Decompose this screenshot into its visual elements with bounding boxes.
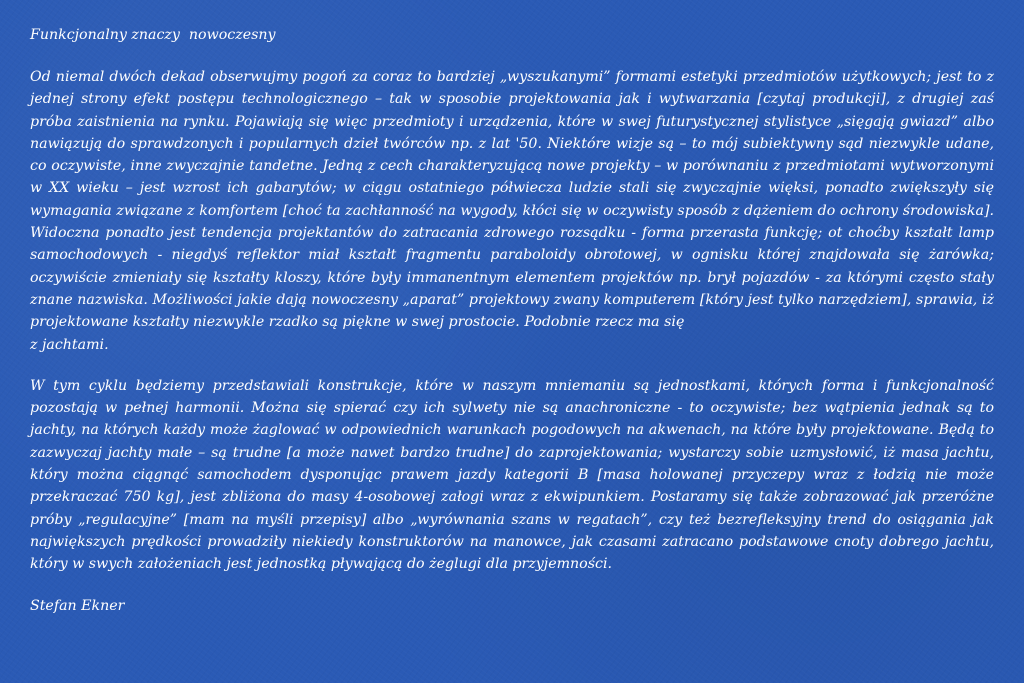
article-paragraph-2: W tym cyklu będziemy przedstawiali konstrukcje, które w naszym mniemaniu są jednostkami, których forma i funkcjonalność pozostają w pełnej harmonii. Można się spierać czy ich sylwety nie są anachroniczne - to oczywiste; bez wątpienia jednak są to jachty, na których każdy może żaglować w odpowiednich warunkach pogodowych na akwenach, na które były projektowane. Będą to zazwyczaj jachty małe – są trudne [a może nawet bardzo trudne] do zaprojektowania; wystarczy sobie uzmysłowić, iż masa jachtu, który można ciągnąć samochodem dysponując prawem jazdy kategorii B [masa holowanej przyczepy wraz z łodzią nie może przekraczać 750 kg], jest zbliżona do masy 4-osobowej załogi wraz z ekwipunkiem. Postaramy się także zobrazować jak przeróżne próby „regulacyjne” [mam na myśli przepisy] albo „wyrównania szans w regatach”, czy też bezrefleksyjny trend do osiągania jak największych prędkości prowadziły niekiedy konstruktorów na manowce, jak czasami zatracano podstawowe cnoty dobrego jachtu, który w swych założeniach jest jednostką pływającą do żeglugi dla przyjemności. bbox=[30, 377, 994, 573]
article-title: Funkcjonalny znaczy nowoczesny bbox=[30, 27, 276, 43]
paragraph-1-tail: z jachtami. bbox=[30, 336, 109, 353]
author-signature: Stefan Ekner bbox=[30, 597, 125, 614]
article bbox=[30, 24, 994, 617]
paragraph-1-text: Od niemal dwóch dekad obserwujmy pogoń za coraz to bardziej „wyszukanymi” formami estetyki przedmiotów użytkowych; jest to z jednej strony efekt postępu technologicznego – tak w sposobie projektowania jak i wytwarzania [czytaj produkcji], z drugiej zaś próba zaistnienia na rynku. Pojawiają się więc przedmioty i urządzenia, które w swej futurystycznej stylistyce „sięgają gwiazd” albo nawiązują do sprawdzonych i popularnych dzieł twórców np. z lat '50. Niektóre wizje są – to mój subiektywny sąd niezwykle udane, co oczywiste, inne zwyczajnie tandetne. Jedną z cech charakteryzującą nowe projekty – w porównaniu z przedmiotami wytworzonymi w XX wieku – jest wzrost ich gabarytów; w ciągu ostatniego półwiecza ludzie stali się zwyczajnie więksi, ponadto zwiększyły się wymagania związane z komfortem [choć ta zachłanność na wygody, kłóci się w oczywisty sposób z dążeniem do ochrony środowiska]. Widoczna ponadto jest tendencja projektantów do zatracania zdrowego rozsądku - forma przerasta funkcję; ot choćby kształt lamp samochodowych - niegdyś reflektor miał kształt fragmentu paraboloidy obrotowej, w ognisku której znajdowała się żarówka; oczywiście zmieniały się kształty kloszy, które były immanentnym elementem projektów np. brył pojazdów - za którymi często stały znane nazwiska. Możliwości jakie dają nowoczesny „aparat” projektowy zwany komputerem [który jest tylko narzędziem], sprawia, iż projektowane kształty niezwykle rzadko są piękne w swej prostocie. Podobnie rzecz ma się bbox=[30, 69, 994, 331]
article-paragraph-1 bbox=[30, 66, 994, 356]
